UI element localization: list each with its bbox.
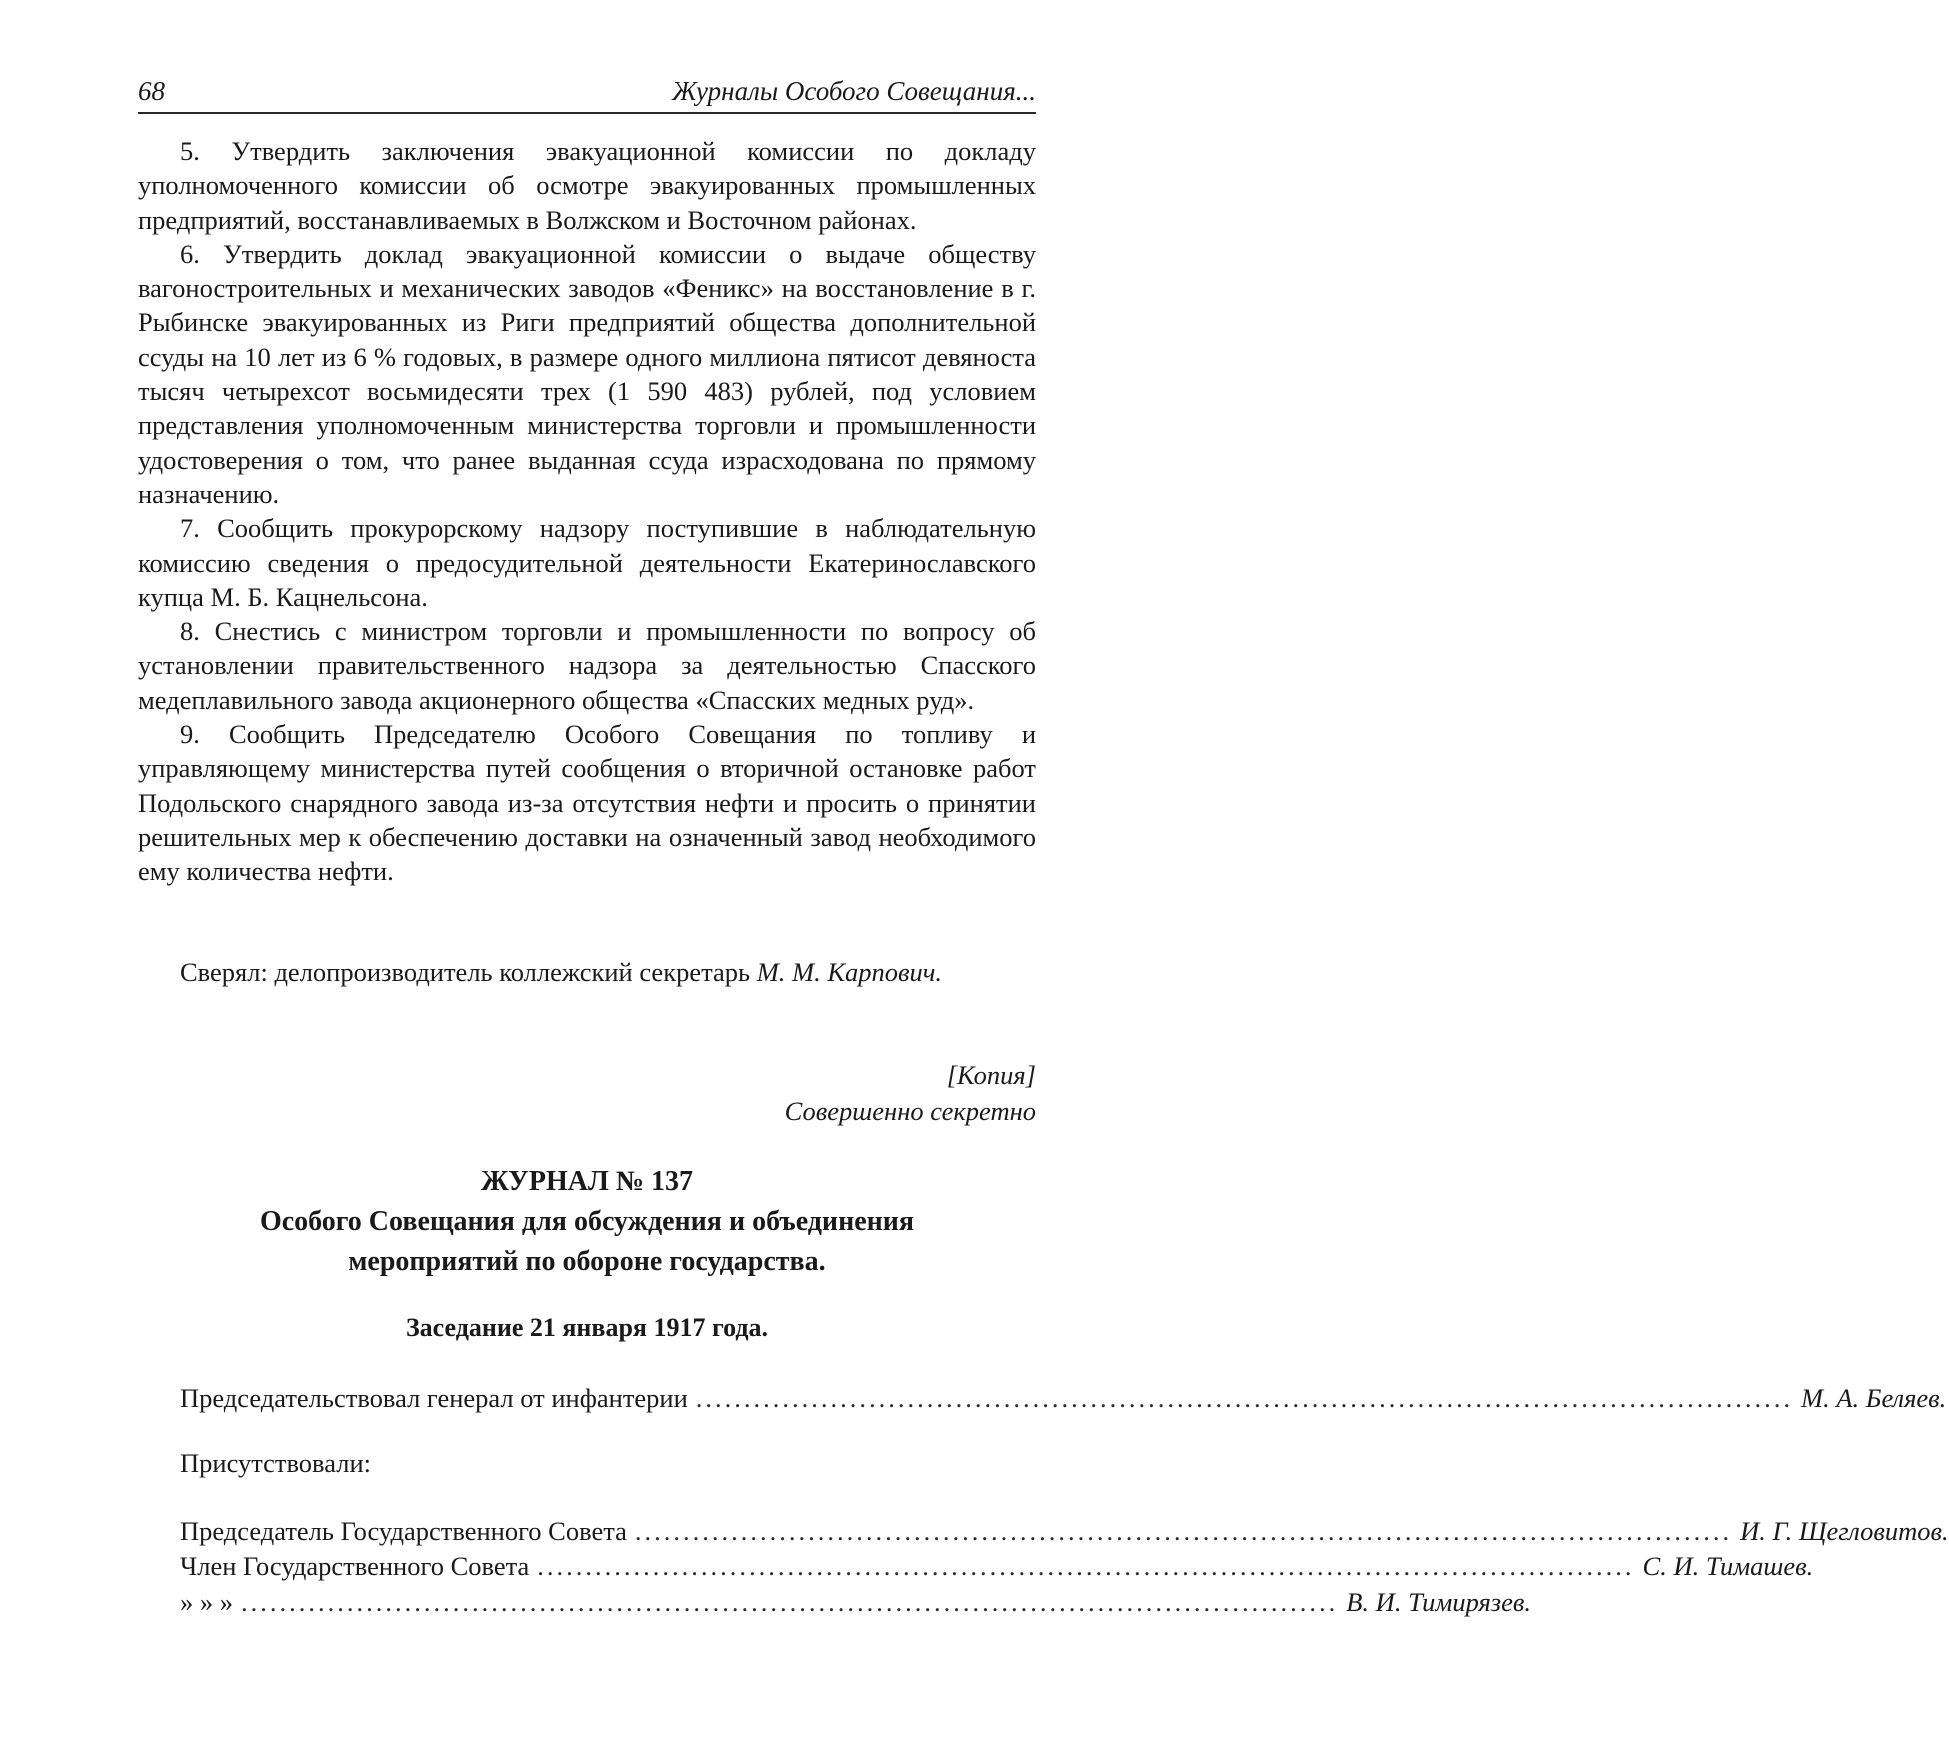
- attendee-role: Член Государственного Совета: [180, 1551, 530, 1581]
- paragraph-6: 6. Утвердить доклад эвакуационной комиссии о выдаче обществу вагоностроительных и механических заводов «Феникс» на восстановление в г. Рыбинске эвакуированных из Риги предприятий общества дополнительной ссуды на 10 лет из 6 % годовых, в размере одного миллиона пятисот девяноста тысяч четырехсот восьмидесяти трех (1 590 483) рублей, под условием представления уполномоченным министерства торговли и промышленности удостоверения о том, что ранее выданная ссуда израсходована по прямому назначению.: [138, 238, 1036, 509]
- page-header: [138, 72, 1036, 114]
- secrecy-note: Совершенно секретно: [784, 1096, 1036, 1126]
- journal-title-line-1: Особого Совещания для обсуждения и объединения: [259, 1206, 915, 1237]
- presided-label: Председательствовал генерал от инфантерии: [180, 1383, 688, 1413]
- paragraph-5: 5. Утвердить заключения эвакуационной комиссии по докладу уполномоченного комиссии об осмотре эвакуированных промышленных предприятий, восстанавливаемых в Волжском и Восточном районах.: [138, 136, 1036, 235]
- attendee-name: В. И. Тимирязев.: [1346, 1587, 1532, 1617]
- running-title: Журналы Особого Совещания...: [672, 76, 1036, 106]
- dot-leader: ..................................................................................................................: [634, 1516, 1733, 1546]
- journal-number: ЖУРНАЛ № 137: [481, 1166, 693, 1197]
- journal-title-line-2: мероприятий по обороне государства.: [348, 1246, 826, 1277]
- attendee-row: [180, 1551, 1814, 1587]
- page-number: 68: [138, 76, 165, 106]
- presided-name: М. А. Беляев.: [1801, 1383, 1947, 1413]
- session-date: Заседание 21 января 1917 года.: [405, 1313, 769, 1342]
- verifier-name: М. М. Карпович.: [756, 957, 942, 987]
- verification-line: [180, 955, 1040, 989]
- paragraph-7: 7. Сообщить прокурорскому надзору поступившие в наблюдательную комиссию сведения о предосудительной деятельности Екатеринославского купца М. Б. Кацнельсона.: [138, 513, 1036, 612]
- presided-line: [180, 1383, 1947, 1419]
- attendee-name: И. Г. Щегловитов.: [1740, 1516, 1949, 1546]
- attendee-row: [180, 1587, 1532, 1623]
- paragraph-8: 8. Снестись с министром торговли и промышленности по вопросу об установлении правительственного надзора за деятельностью Спасского медеплавильного завода акционерного общества «Спасских медных руд».: [138, 616, 1036, 715]
- paragraph-9: 9. Сообщить Председателю Особого Совещания по топливу и управляющему министерства путей сообщения о вторичной остановке работ Подольского снарядного завода из-за отсутствия нефти и просить о принятии решительных мер к обеспечению доставки на означенный завод необходимого ему количества нефти.: [138, 719, 1036, 887]
- attendee-role: Председатель Государственного Совета: [180, 1516, 627, 1546]
- dot-leader: ..................................................................................................................: [695, 1383, 1794, 1413]
- dot-leader: ..................................................................................................................: [537, 1551, 1635, 1581]
- copy-note: [Копия]: [946, 1060, 1036, 1090]
- verification-text: Сверял: делопроизводитель коллежский секретарь: [180, 957, 751, 987]
- attendee-name: С. И. Тимашев.: [1642, 1551, 1814, 1581]
- dot-leader: ..................................................................................................................: [241, 1587, 1339, 1617]
- resolutions-text: [138, 134, 1036, 889]
- attendee-row: [180, 1516, 1949, 1552]
- attendee-role: » » »: [180, 1587, 233, 1617]
- present-label: Присутствовали:: [180, 1448, 371, 1478]
